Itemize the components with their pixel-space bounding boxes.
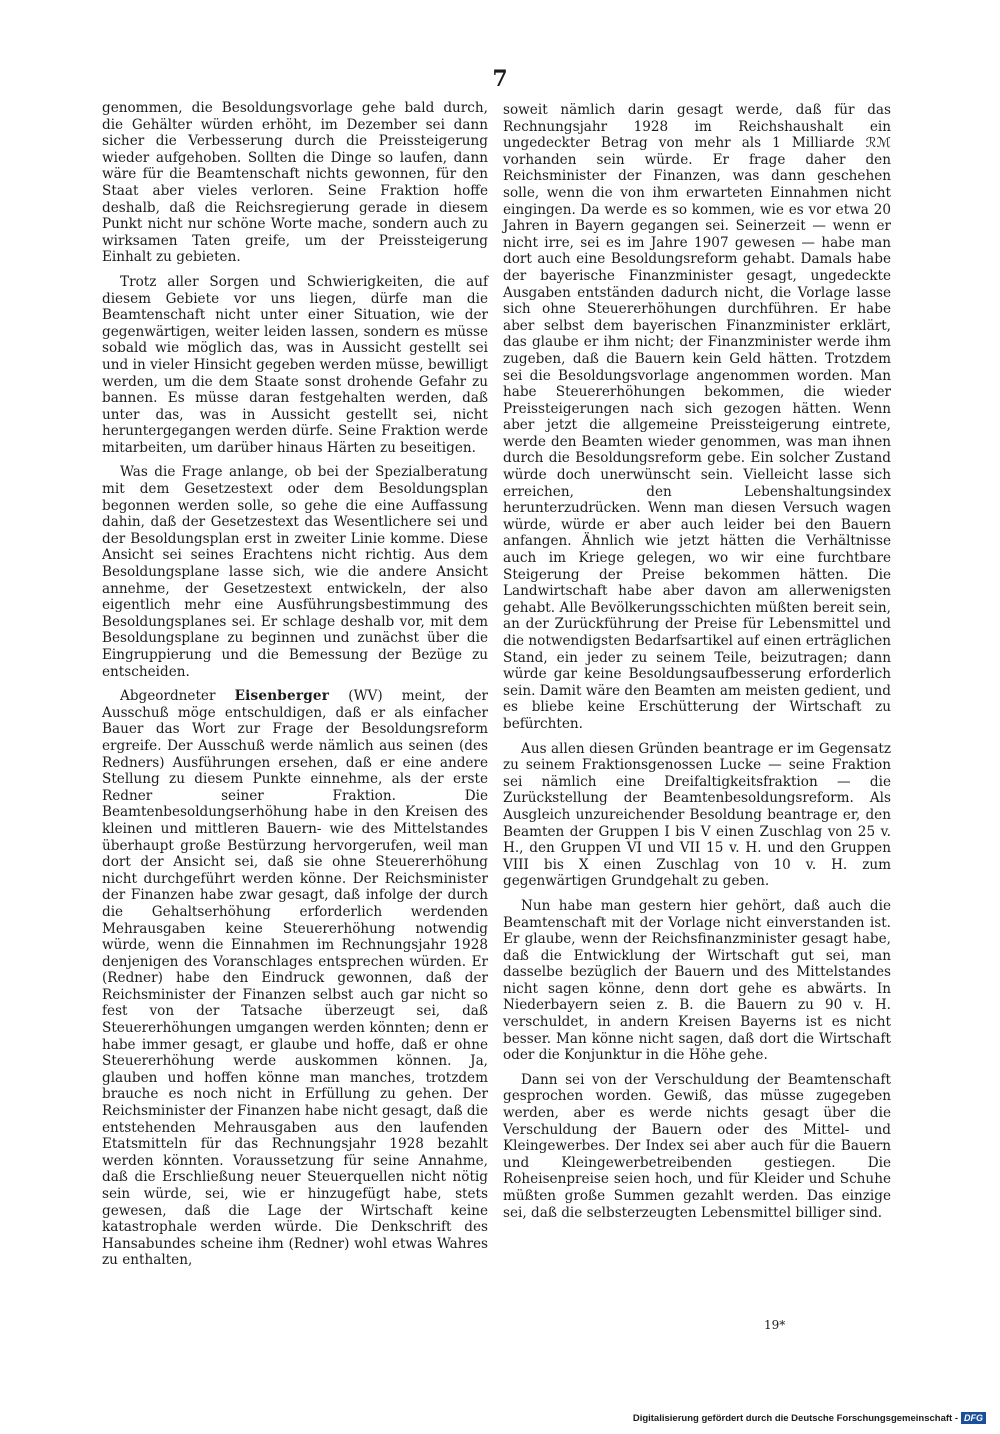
left-paragraph-4: [102, 688, 488, 1269]
left-paragraph-2: Trotz aller Sorgen und Schwierigkeiten, die auf diesem Gebiete vor uns liegen, dürfe man die Beamtenschaft nicht unter einer Situation, wie der gegenwärtigen, weiter leiden lassen, sondern es müsse sobald wie möglich das, was in Aussicht gestellt sei und in vieler Hinsicht gegeben werden müsse, bewilligt werden, um die dem Staate sonst drohende Gefahr zu bannen. Es müsse daran festgehalten werden, daß unter das, was in Aussicht gestellt sei, nicht heruntergegangen werden dürfe. Seine Fraktion werde mitarbeiten, um darüber hinaus Härten zu beseitigen.: [102, 273, 488, 456]
left-paragraph-3: Was die Frage anlange, ob bei der Spezialberatung mit dem Gesetzestext oder dem Besoldungsplan begonnen werden solle, so gehe die eine Auffassung dahin, daß der Gesetzestext das Wesentlichere sei und der Besoldungsplan erst in zweiter Linie komme. Diese Ansicht sei seines Erachtens nicht richtig. Aus dem Besoldungsplane lasse sich, wie die andere Ansicht annehme, der Gesetzestext entwickeln, der also eigentlich mehr eine Ausführungsbestimmung des Besoldungsplanes sei. Er schlage deshalb vor, mit dem Besoldungsplane zu beginnen und zunächst über die Eingruppierung und die Bemessung der Bezüge zu entscheiden.: [102, 464, 488, 680]
page-number: 7: [492, 66, 508, 92]
left-column: [102, 100, 488, 1277]
right-paragraph-2: Aus allen diesen Gründen beantrage er im Gegensatz zu seinem Fraktionsgenossen Lucke — seine Fraktion sei nämlich eine Dreifaltigkeitsfraktion — die Zurückstellung der Beamtenbesoldungsreform. Als Ausgleich unzureichender Besoldung beantrage er, den Beamten der Gruppen I bis V einen Zuschlag von 25 v. H., den Gruppen VI und VII 15 v. H. und den Gruppen VIII bis X einen Zuschlag von 10 v. H. zum gegenwärtigen Grundgehalt zu geben.: [503, 740, 891, 890]
dfg-logo: DFG: [961, 1412, 986, 1424]
signature-mark: 19*: [764, 1318, 786, 1332]
right-column: [503, 102, 891, 1229]
speaker-prefix: Abgeordneter: [120, 688, 235, 705]
speaker-speech: (WV) meint, der Ausschuß möge entschuldigen, daß er als einfacher Bauer das Wort zur Frage der Besoldungsreform ergreife. Der Ausschuß werde nämlich aus seinen (des Redners) Ausführungen ersehen, daß er eine andere Stellung zu diesem Punkte einnehme, als der erste Redner seiner Fraktion. Die Beamtenbesoldungserhöhung habe in den Kreisen des kleinen und mittleren Bauern- wie des Mittelstandes überhaupt große Bestürzung hervorgerufen, weil man dort der Ansicht sei, daß sie ohne Steuererhöhung nicht durchgeführt werden könne. Der Reichsminister der Finanzen habe zwar gesagt, daß infolge der durch die Gehaltserhöhung erforderlich werdenden Mehrausgaben keine Steuererhöhung notwendig würde, wenn die Einnahmen im Rechnungsjahr 1928 denjenigen des Voranschlages entsprechen würden. Er (Redner) habe den Eindruck gewonnen, daß der Reichsminister der Finanzen selbst auch gar nicht so fest von der Tatsache überzeugt sei, daß Steuererhöhungen umgangen werden könnten; denn er habe immer gesagt, er glaube und hoffe, daß er ohne Steuererhöhung werde auskommen können. Ja, glauben und hoffen könne man manches, trotzdem brauche es noch nicht in Erfüllung zu gehen. Der Reichsminister der Finanzen habe nicht gesagt, daß die entstehenden Mehrausgaben aus den laufenden Etatsmitteln für das Rechnungsjahr 1928 bezahlt werden könnten. Voraussetzung für seine Annahme, daß die Erschließung neuer Steuerquellen nicht nötig sein würde, sei, wie er hinzugefügt habe, stets gewesen, daß die Lage der Wirtschaft keine katastrophale werden würde. Die Denkschrift des Hansabundes scheine ihm (Redner) wohl etwas Wahres zu enthalten,: [102, 688, 488, 1269]
footer-text: Digitalisierung gefördert durch die Deutsche Forschungsgemeinschaft -: [632, 1412, 958, 1424]
right-paragraph-4: Dann sei von der Verschuldung der Beamtenschaft gesprochen worden. Gewiß, das müsse zugegeben werden, aber es werde nichts gesagt über die Verschuldung der Bauern oder des Mittel- und Kleingewerbes. Der Index sei aber auch für die Bauern und Kleingewerbetreibenden gestiegen. Die Roheisenpreise seien hoch, und für Kleider und Schuhe müßten große Summen gezahlt werden. Das einzige sei, daß die selbsterzeugten Lebensmittel billiger sind.: [503, 1071, 891, 1221]
speaker-name: Eisenberger: [234, 688, 330, 705]
right-paragraph-3: Nun habe man gestern hier gehört, daß auch die Beamtenschaft mit der Vorlage nicht einverstanden ist. Er glaube, wenn der Reichsfinanzminister gesagt habe, daß die Entwicklung der Wirtschaft gut sei, man dasselbe bezüglich der Bauern und des Mittelstandes nicht sagen könne, denn dort gehe es abwärts. In Niederbayern seien z. B. die Bauern zu 90 v. H. verschuldet, in andern Kreisen Bayerns ist es nicht besser. Man könne nicht sagen, daß dort die Wirtschaft oder die Konjunktur in die Höhe gehe.: [503, 897, 891, 1064]
footer: [633, 1412, 986, 1424]
left-paragraph-1: genommen, die Besoldungsvorlage gehe bald durch, die Gehälter würden erhöht, im Dezember sei dann sicher die Verbesserung durch die Preissteigerung wieder aufgehoben. Sollten die Dinge so laufen, dann wäre für die Beamtenschaft nichts gewonnen, für den Staat aber vieles verloren. Seine Fraktion hoffe deshalb, daß die Reichsregierung gerade in diesem Punkt nicht nur schöne Worte mache, sondern auch zu wirksamen Taten greife, um der Preissteigerung Einhalt zu gebieten.: [102, 100, 488, 266]
right-paragraph-1: soweit nämlich darin gesagt werde, daß für das Rechnungsjahr 1928 im Reichshaushalt ein ungedeckter Betrag von mehr als 1 Milliarde ℛℳ vorhanden sein würde. Er frage daher den Reichsminister der Finanzen, was dann geschehen solle, wenn die von ihm erwarteten Einnahmen nicht eingingen. Da werde es so kommen, wie es vor etwa 20 Jahren in Bayern gegangen sei. Seinerzeit — wenn er nicht irre, sei es im Jahre 1907 gewesen — habe man dort auch eine Besoldungsreform gehabt. Damals habe der bayerische Finanzminister gesagt, ungedeckte Ausgaben entständen dadurch nicht, die Vorlage lasse sich ohne Steuererhöhungen durchführen. Er habe aber selbst dem bayerischen Finanzminister erklärt, das glaube er ihm nicht; der Finanzminister werde ihm zugeben, daß die Bauern kein Geld hätten. Trotzdem sei die Besoldungsvorlage angenommen worden. Man habe Steuererhöhungen bekommen, die wieder Preissteigerungen nach sich gezogen hätten. Wenn aber jetzt die allgemeine Preissteigerung eintrete, werde den Beamten wieder genommen, was man ihnen durch die Besoldungsreform gebe. Ein solcher Zustand würde doch unerwünscht sein. Vielleicht lasse sich erreichen, den Lebenshaltungsindex herunterzudrücken. Wenn man diesen Versuch wagen würde, würde er aber auch leider bei den Bauern anfangen. Ähnlich wie jetzt hätten die Verhältnisse auch im Kriege gelegen, wo wir eine furchtbare Steigerung der Preise bekommen hätten. Die Landwirtschaft habe aber davon am allerwenigsten gehabt. Alle Bevölkerungsschichten müßten bereit sein, an der Zurückführung der Preise für Lebensmittel und die notwendigsten Bedarfsartikel auf einen erträglichen Stand, ein jeder zu seinem Teile, beizutragen; dann würde gar keine Besoldungsaufbesserung erforderlich sein. Damit wäre den Beamten am meisten gedient, und es bliebe keine Erschütterung der Wirtschaft zu befürchten.: [503, 102, 891, 732]
